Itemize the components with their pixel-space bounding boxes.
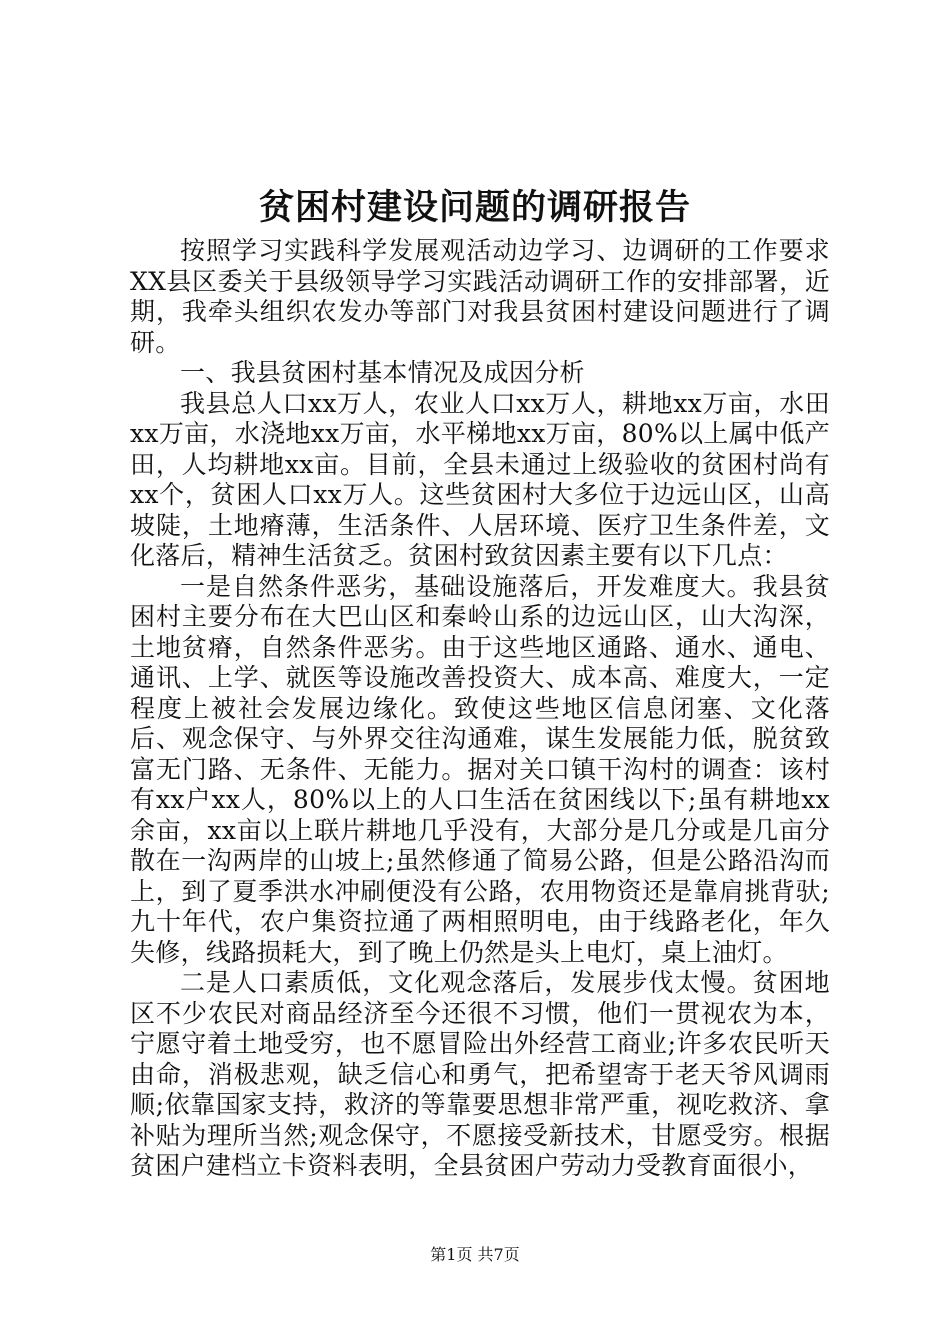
page-footer: 第1页 共7页 [430,1245,520,1264]
document-body [130,236,830,1182]
paragraph-cause-2: 二是人口素质低，文化观念落后，发展步伐太慢。贫困地区不少农民对商品经济至今还很不习惯，他们一贯视农为本，宁愿守着土地受穷，也不愿冒险出外经营工商业;许多农民听天由命，消极悲观，缺乏信心和勇气，把希望寄于老天爷风调雨顺;依靠国家支持，救济的等靠要思想非常严重，视吃救济、拿补贴为理所当然;观念保守，不愿接受新技术，甘愿受穷。根据贫困户建档立卡资料表明，全县贫困户劳动力受教育面很小， [130,968,830,1180]
paragraph-overview: 我县总人口xx万人，农业人口xx万人，耕地xx万亩，水田xx万亩，水浇地xx万亩，水平梯地xx万亩，80%以上属中低产田，人均耕地xx亩。目前，全县未通过上级验收的贫困村尚有xx个，贫困人口xx万人。这些贫困村大多位于边远山区，山高坡陡，土地瘠薄，生活条件、人居环境、医疗卫生条件差，文化落后，精神生活贫乏。贫困村致贫因素主要有以下几点： [130,388,830,570]
section-heading-1: 一、我县贫困村基本情况及成因分析 [180,358,585,387]
paragraph-intro: 按照学习实践科学发展观活动边学习、边调研的工作要求XX县区委关于县级领导学习实践活动调研工作的安排部署，近期，我牵头组织农发办等部门对我县贫困村建设问题进行了调研。 [130,236,830,357]
paragraph-cause-1: 一是自然条件恶劣，基础设施落后，开发难度大。我县贫困村主要分布在大巴山区和秦岭山系的边远山区，山大沟深，土地贫瘠，自然条件恶劣。由于这些地区通路、通水、通电、通讯、上学、就医等设施改善投资大、成本高、难度大，一定程度上被社会发展边缘化。致使这些地区信息闭塞、文化落后、观念保守、与外界交往沟通难，谋生发展能力低，脱贫致富无门路、无条件、无能力。据对关口镇干沟村的调查：该村有xx户xx人，80%以上的人口生活在贫困线以下;虽有耕地xx余亩，xx亩以上联片耕地几乎没有，大部分是几分或是几亩分散在一沟两岸的山坡上;虽然修通了简易公路，但是公路沿沟而上，到了夏季洪水冲刷便没有公路，农用物资还是靠肩挑背驮;九十年代，农户集资拉通了两相照明电，由于线路老化，年久失修，线路损耗大，到了晚上仍然是头上电灯，桌上油灯。 [130,571,830,967]
document-title: 贫困村建设问题的调研报告 [258,187,691,228]
